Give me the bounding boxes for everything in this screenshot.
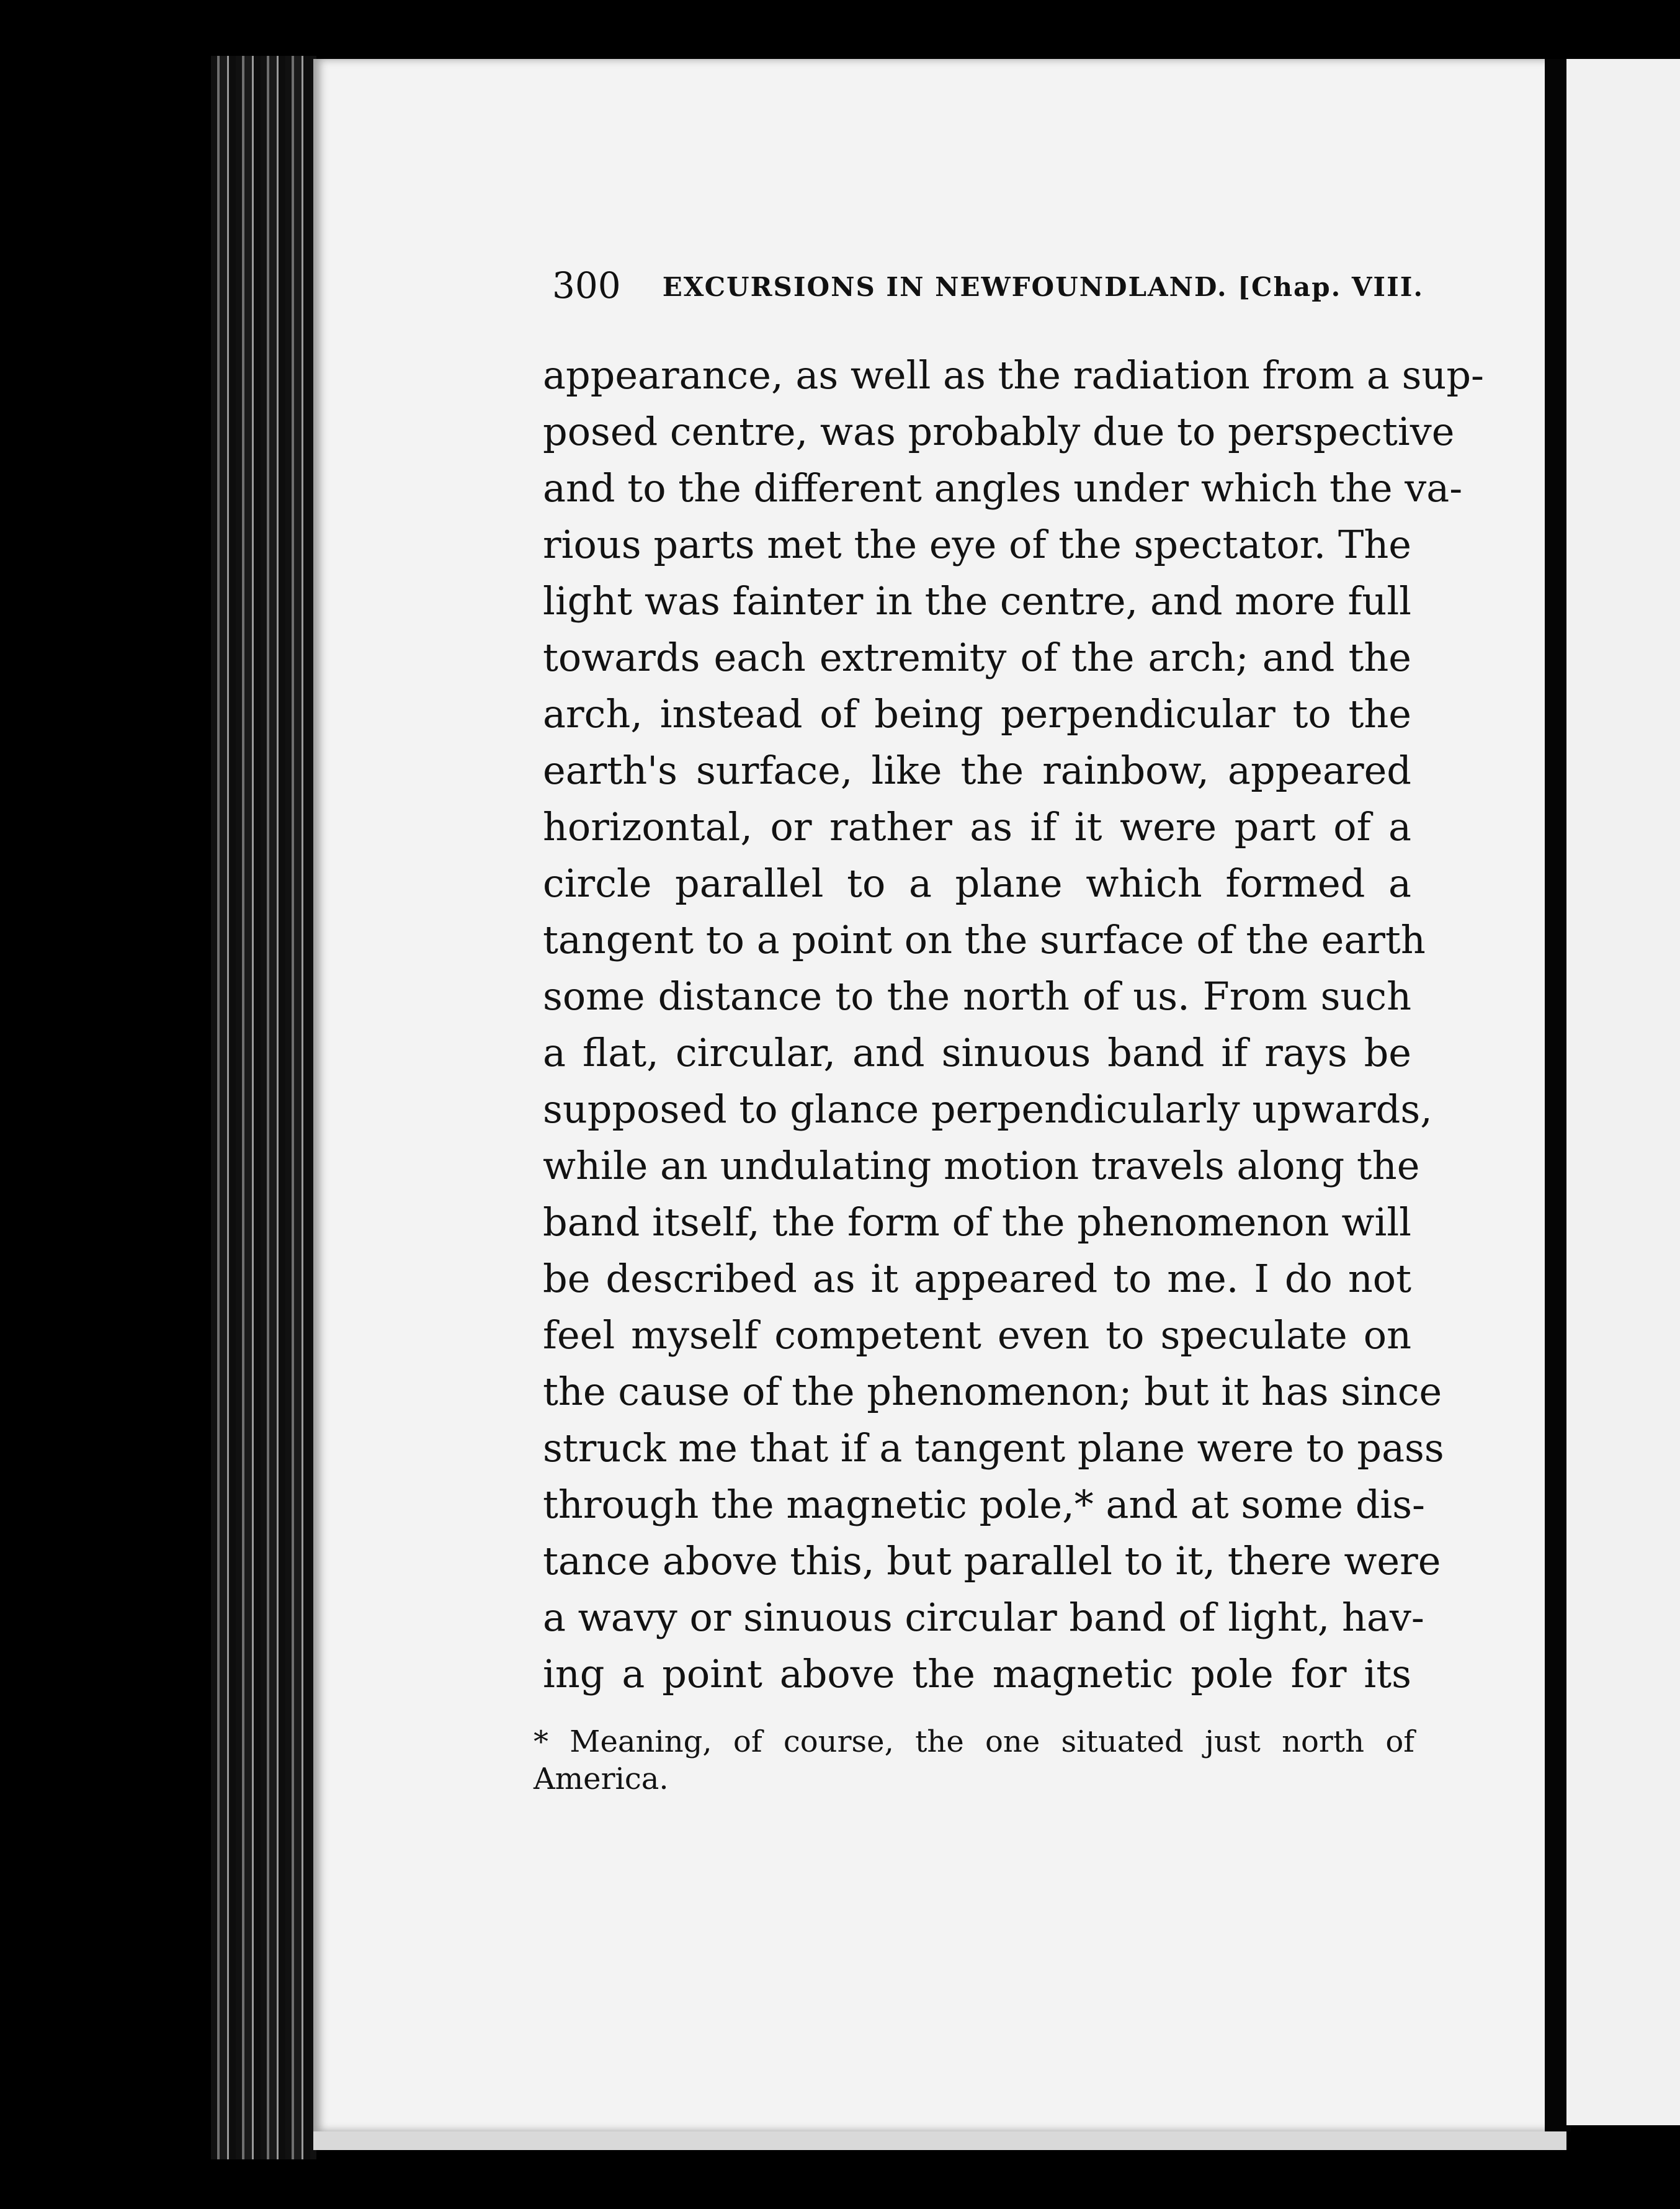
body-line: band itself, the form of the phenomenon will bbox=[543, 1199, 1411, 1245]
body-line: through the magnetic pole,* and at some dis- bbox=[543, 1482, 1426, 1527]
page-header bbox=[552, 264, 1424, 307]
body-line: earth's surface, like the rainbow, appeared bbox=[543, 748, 1411, 793]
footnote-line: America. bbox=[534, 1762, 669, 1796]
facing-page-edge bbox=[1566, 59, 1680, 2125]
running-title: EXCURSIONS IN NEWFOUNDLAND. [Chap. VIII. bbox=[662, 272, 1424, 302]
page-bottom-edge bbox=[313, 2131, 1566, 2150]
body-line: horizontal, or rather as if it were part of a bbox=[543, 804, 1411, 849]
body-line: light was fainter in the centre, and more full bbox=[543, 578, 1411, 624]
body-line: ing a point above the magnetic pole for its bbox=[543, 1651, 1411, 1696]
body-line: a wavy or sinuous circular band of light, hav- bbox=[543, 1595, 1424, 1640]
body-line: arch, instead of being perpendicular to the bbox=[543, 691, 1411, 737]
page-number: 300 bbox=[552, 264, 621, 307]
body-line: the cause of the phenomenon; but it has since bbox=[543, 1369, 1442, 1414]
body-line: posed centre, was probably due to perspective bbox=[543, 409, 1455, 454]
body-line: towards each extremity of the arch; and the bbox=[543, 635, 1411, 680]
body-line: rious parts met the eye of the spectator. The bbox=[543, 522, 1411, 567]
book-page-edges bbox=[211, 56, 316, 2159]
footnote-line: * Meaning, of course, the one situated just north of bbox=[534, 1724, 1414, 1759]
body-line: supposed to glance perpendicularly upwards, bbox=[543, 1087, 1432, 1132]
body-line: and to the different angles under which the va- bbox=[543, 465, 1463, 511]
body-line: while an undulating motion travels along the bbox=[543, 1143, 1420, 1188]
body-line: some distance to the north of us. From such bbox=[543, 974, 1411, 1019]
body-line: appearance, as well as the radiation from a sup- bbox=[543, 352, 1484, 398]
body-line: be described as it appeared to me. I do not bbox=[543, 1256, 1411, 1301]
body-line: circle parallel to a plane which formed a bbox=[543, 861, 1411, 906]
body-line: a flat, circular, and sinuous band if rays be bbox=[543, 1030, 1411, 1075]
body-line: struck me that if a tangent plane were to pass bbox=[543, 1425, 1444, 1471]
body-line: tance above this, but parallel to it, there were bbox=[543, 1538, 1441, 1584]
body-line: feel myself competent even to speculate on bbox=[543, 1312, 1411, 1358]
body-line: tangent to a point on the surface of the earth bbox=[543, 917, 1426, 962]
